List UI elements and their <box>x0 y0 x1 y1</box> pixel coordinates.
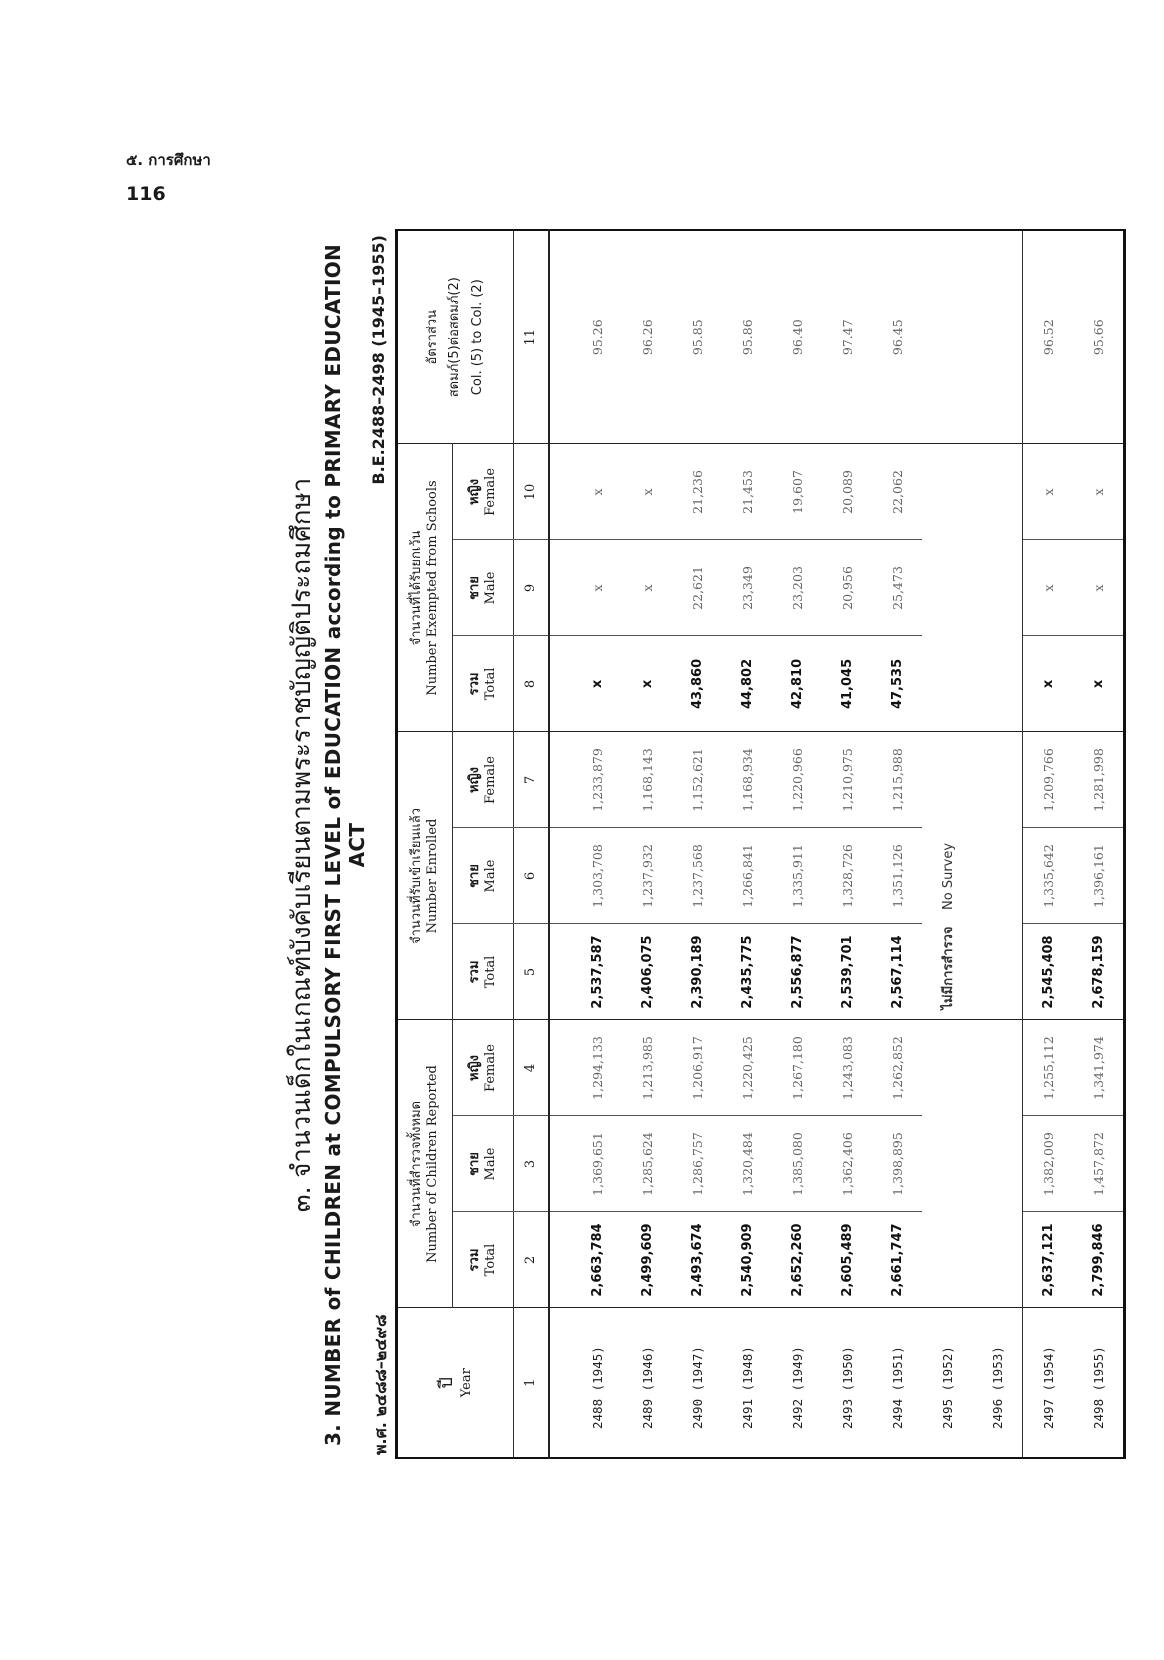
col-number: 11 <box>514 230 550 444</box>
exempted-total-cell: 43,860 <box>672 636 722 732</box>
enrolled-male-cell: 1,351,126 <box>872 828 922 924</box>
col-number: 7 <box>514 732 550 828</box>
exempted-total-cell: 41,045 <box>822 636 872 732</box>
reported-group-header <box>397 1020 453 1308</box>
enrolled-male-cell: 1,335,911 <box>772 828 822 924</box>
exempted-total-cell: 42,810 <box>772 636 822 732</box>
enrolled-male-header <box>453 828 514 924</box>
reported-male-cell: 1,286,757 <box>672 1116 722 1212</box>
page-number: 116 <box>126 183 166 205</box>
exempted-male-header <box>453 540 514 636</box>
reported-header-english: Number of Children Reported <box>425 1065 440 1263</box>
enrolled-female-cell: 1,168,143 <box>622 732 672 828</box>
enrolled-female-cell: 1,215,988 <box>872 732 922 828</box>
reported-total-cell: 2,663,784 <box>572 1212 622 1308</box>
year-cell: 2494 (1951) <box>889 1346 905 1429</box>
exempted-total-header <box>453 636 514 732</box>
ratio-cell: 97.47 <box>822 230 872 444</box>
reported-total-cell: 2,499,609 <box>622 1212 672 1308</box>
enrolled-male-cell: 1,303,708 <box>572 828 622 924</box>
ratio-cell: 96.40 <box>772 230 822 444</box>
exempted-header-english: Number Exempted from Schools <box>425 480 440 696</box>
reported-female-cell: 1,243,083 <box>822 1020 872 1116</box>
reported-header-thai: จำนวนที่สำรวจทั้งหมด <box>408 1100 424 1228</box>
enrolled-total-cell: 2,678,159 <box>1073 924 1125 1020</box>
exempted-male-cell: x <box>1023 540 1074 636</box>
ratio-cell: 95.86 <box>722 230 772 444</box>
reported-male-cell: 1,457,872 <box>1073 1116 1125 1212</box>
exempted-total-cell: 47,535 <box>872 636 922 732</box>
year-header-english: Year <box>458 1368 474 1398</box>
ratio-cell: 96.52 <box>1023 230 1074 444</box>
year-header <box>397 1308 514 1458</box>
year-cell: 2491 (1948) <box>739 1346 755 1429</box>
total-english: Total <box>483 667 498 701</box>
enrolled-male-cell: 1,328,726 <box>822 828 872 924</box>
female-thai: หญิง <box>466 478 482 505</box>
ratio-cell: 96.26 <box>622 230 672 444</box>
ratio-cell: 95.85 <box>672 230 722 444</box>
reported-total-header <box>453 1212 514 1308</box>
exempted-male-cell: 20,956 <box>822 540 872 636</box>
reported-female-cell: 1,341,974 <box>1073 1020 1125 1116</box>
reported-female-cell: 1,267,180 <box>772 1020 822 1116</box>
enrolled-female-cell: 1,281,998 <box>1073 732 1125 828</box>
table-row <box>1023 230 1074 1458</box>
exempted-female-cell: x <box>572 444 622 540</box>
exempted-total-cell: x <box>572 636 622 732</box>
year-cell: 2498 (1955) <box>1090 1346 1106 1429</box>
exempted-total-cell: x <box>1073 636 1125 732</box>
enrolled-female-cell: 1,152,621 <box>672 732 722 828</box>
enrolled-total-cell: 2,390,189 <box>672 924 722 1020</box>
exempted-female-cell: x <box>1023 444 1074 540</box>
year-cell: 2495 (1952) <box>939 1346 955 1429</box>
exempted-male-cell: 23,349 <box>722 540 772 636</box>
exempted-total-cell: 44,802 <box>722 636 772 732</box>
exempted-group-header <box>397 444 453 732</box>
reported-male-cell: 1,382,009 <box>1023 1116 1074 1212</box>
reported-male-cell: 1,385,080 <box>772 1116 822 1212</box>
table-row-no-survey <box>972 230 1023 1458</box>
exempted-female-cell: 19,607 <box>772 444 822 540</box>
reported-total-cell: 2,652,260 <box>772 1212 822 1308</box>
enrolled-male-cell: 1,266,841 <box>722 828 772 924</box>
reported-total-cell: 2,493,674 <box>672 1212 722 1308</box>
reported-total-cell: 2,605,489 <box>822 1212 872 1308</box>
reported-male-cell: 1,285,624 <box>622 1116 672 1212</box>
male-english: Male <box>483 1147 498 1181</box>
data-table <box>395 229 1126 1459</box>
table-row <box>672 230 722 1458</box>
exempted-male-cell: 22,621 <box>672 540 722 636</box>
reported-male-cell: 1,362,406 <box>822 1116 872 1212</box>
table-row <box>572 230 622 1458</box>
table-title-thai: ๓. จำนวนเด็กในเกณฑ์บังคับเรียนตามพระราชบัญญัติประถมศึกษา <box>287 477 317 1213</box>
enrolled-female-header <box>453 732 514 828</box>
female-english: Female <box>483 1044 498 1092</box>
reported-total-cell: 2,637,121 <box>1023 1212 1074 1308</box>
enrolled-female-cell: 1,210,975 <box>822 732 872 828</box>
female-english: Female <box>483 756 498 804</box>
enrolled-total-cell: 2,539,701 <box>822 924 872 1020</box>
exempted-female-cell: 21,453 <box>722 444 772 540</box>
year-cell: 2488 (1945) <box>589 1346 605 1429</box>
ratio-col-english: Col. (5) to Col. (2) <box>469 279 485 396</box>
col-number: 3 <box>514 1116 550 1212</box>
period-english: B.E.2488–2498 (1945–1955) <box>369 235 388 485</box>
year-cell: 2490 (1947) <box>689 1346 705 1429</box>
exempted-total-cell: x <box>1023 636 1074 732</box>
reported-total-cell: 2,799,846 <box>1073 1212 1125 1308</box>
col-number: 8 <box>514 636 550 732</box>
enrolled-group-header <box>397 732 453 1020</box>
exempted-female-header <box>453 444 514 540</box>
exempted-male-cell: 25,473 <box>872 540 922 636</box>
exempted-female-cell: x <box>622 444 672 540</box>
enrolled-female-cell: 1,209,766 <box>1023 732 1074 828</box>
female-thai: หญิง <box>466 1055 482 1081</box>
table-row <box>772 230 822 1458</box>
no-survey-english: No Survey <box>940 842 956 910</box>
enrolled-total-cell: 2,545,408 <box>1023 924 1074 1020</box>
year-header-thai: ปี <box>436 1377 458 1389</box>
year-cell: 2496 (1953) <box>989 1346 1005 1429</box>
total-thai: รวม <box>466 1248 482 1272</box>
reported-male-header <box>453 1116 514 1212</box>
enrolled-male-cell: 1,335,642 <box>1023 828 1074 924</box>
reported-total-cell: 2,661,747 <box>872 1212 922 1308</box>
col-number: 6 <box>514 828 550 924</box>
ratio-header <box>397 230 514 444</box>
table-row <box>722 230 772 1458</box>
year-cell: 2492 (1949) <box>789 1346 805 1429</box>
exempted-male-cell: 23,203 <box>772 540 822 636</box>
exempted-header-thai: จำนวนที่ได้รับยกเว้น <box>408 530 424 646</box>
reported-female-header <box>453 1020 514 1116</box>
enrolled-male-cell: 1,237,568 <box>672 828 722 924</box>
running-head: ๕. การศึกษา <box>126 151 211 169</box>
reported-female-cell: 1,206,917 <box>672 1020 722 1116</box>
col-number: 9 <box>514 540 550 636</box>
enrolled-total-cell: 2,567,114 <box>872 924 922 1020</box>
enrolled-female-cell: 1,233,879 <box>572 732 622 828</box>
enrolled-total-header <box>453 924 514 1020</box>
year-cell: 2493 (1950) <box>839 1346 855 1429</box>
enrolled-female-cell: 1,220,966 <box>772 732 822 828</box>
col-number: 2 <box>514 1212 550 1308</box>
no-survey-thai: ไม่มีการสำรวจ <box>940 926 956 1010</box>
table-row <box>1073 230 1125 1458</box>
male-english: Male <box>483 571 498 605</box>
reported-female-cell: 1,220,425 <box>722 1020 772 1116</box>
enrolled-male-cell: 1,237,932 <box>622 828 672 924</box>
col-number: 5 <box>514 924 550 1020</box>
table-row-no-survey <box>922 230 972 1458</box>
reported-female-cell: 1,262,852 <box>872 1020 922 1116</box>
exempted-female-cell: 20,089 <box>822 444 872 540</box>
exempted-female-cell: 22,062 <box>872 444 922 540</box>
year-cell: 2489 (1946) <box>639 1346 655 1429</box>
table-row <box>622 230 672 1458</box>
enrolled-total-cell: 2,406,075 <box>622 924 672 1020</box>
female-thai: หญิง <box>466 766 482 793</box>
exempted-female-cell: 21,236 <box>672 444 722 540</box>
ratio-header-thai: อัตราส่วน <box>425 309 441 365</box>
exempted-male-cell: x <box>622 540 672 636</box>
year-cell: 2497 (1954) <box>1023 1308 1074 1458</box>
total-english: Total <box>483 1243 498 1277</box>
col-number: 1 <box>514 1308 550 1458</box>
reported-male-cell: 1,369,651 <box>572 1116 622 1212</box>
table-row <box>822 230 872 1458</box>
enrolled-total-cell: 2,537,587 <box>572 924 622 1020</box>
reported-male-cell: 1,398,895 <box>872 1116 922 1212</box>
ratio-col-thai: สดมภ์(5)ต่อสดมภ์(2) <box>447 277 463 398</box>
ratio-cell: 95.66 <box>1073 230 1125 444</box>
reported-female-cell: 1,294,133 <box>572 1020 622 1116</box>
female-english: Female <box>483 467 498 516</box>
period-thai: พ.ศ. ๒๔๘๘–๒๔๙๘ <box>371 1314 390 1455</box>
male-thai: ชาย <box>466 576 482 600</box>
reported-female-cell: 1,255,112 <box>1023 1020 1074 1116</box>
enrolled-female-cell: 1,168,934 <box>722 732 772 828</box>
reported-total-cell: 2,540,909 <box>722 1212 772 1308</box>
male-thai: ชาย <box>466 864 482 888</box>
no-survey-label <box>922 732 972 1020</box>
enrolled-header-thai: จำนวนที่รับเข้าเรียนแล้ว <box>408 807 424 944</box>
enrolled-header-english: Number Enrolled <box>425 818 440 934</box>
col-number: 10 <box>514 444 550 540</box>
total-thai: รวม <box>466 672 482 696</box>
total-english: Total <box>483 955 498 989</box>
enrolled-total-cell: 2,435,775 <box>722 924 772 1020</box>
male-english: Male <box>483 859 498 893</box>
rotated-table-block <box>275 225 1106 1465</box>
col-number: 4 <box>514 1020 550 1116</box>
enrolled-total-cell: 2,556,877 <box>772 924 822 1020</box>
reported-female-cell: 1,213,985 <box>622 1020 672 1116</box>
male-thai: ชาย <box>466 1152 482 1176</box>
exempted-male-cell: x <box>572 540 622 636</box>
ratio-cell: 96.45 <box>872 230 922 444</box>
exempted-male-cell: x <box>1073 540 1125 636</box>
table-title-english: 3. NUMBER of CHILDREN at COMPULSORY FIRST LEVEL of EDUCATION according to PRIMARY EDUCATION ACT <box>321 243 369 1447</box>
enrolled-male-cell: 1,396,161 <box>1073 828 1125 924</box>
table-row <box>872 230 922 1458</box>
ratio-cell: 95.26 <box>572 230 622 444</box>
reported-male-cell: 1,320,484 <box>722 1116 772 1212</box>
total-thai: รวม <box>466 960 482 984</box>
exempted-total-cell: x <box>622 636 672 732</box>
exempted-female-cell: x <box>1073 444 1125 540</box>
